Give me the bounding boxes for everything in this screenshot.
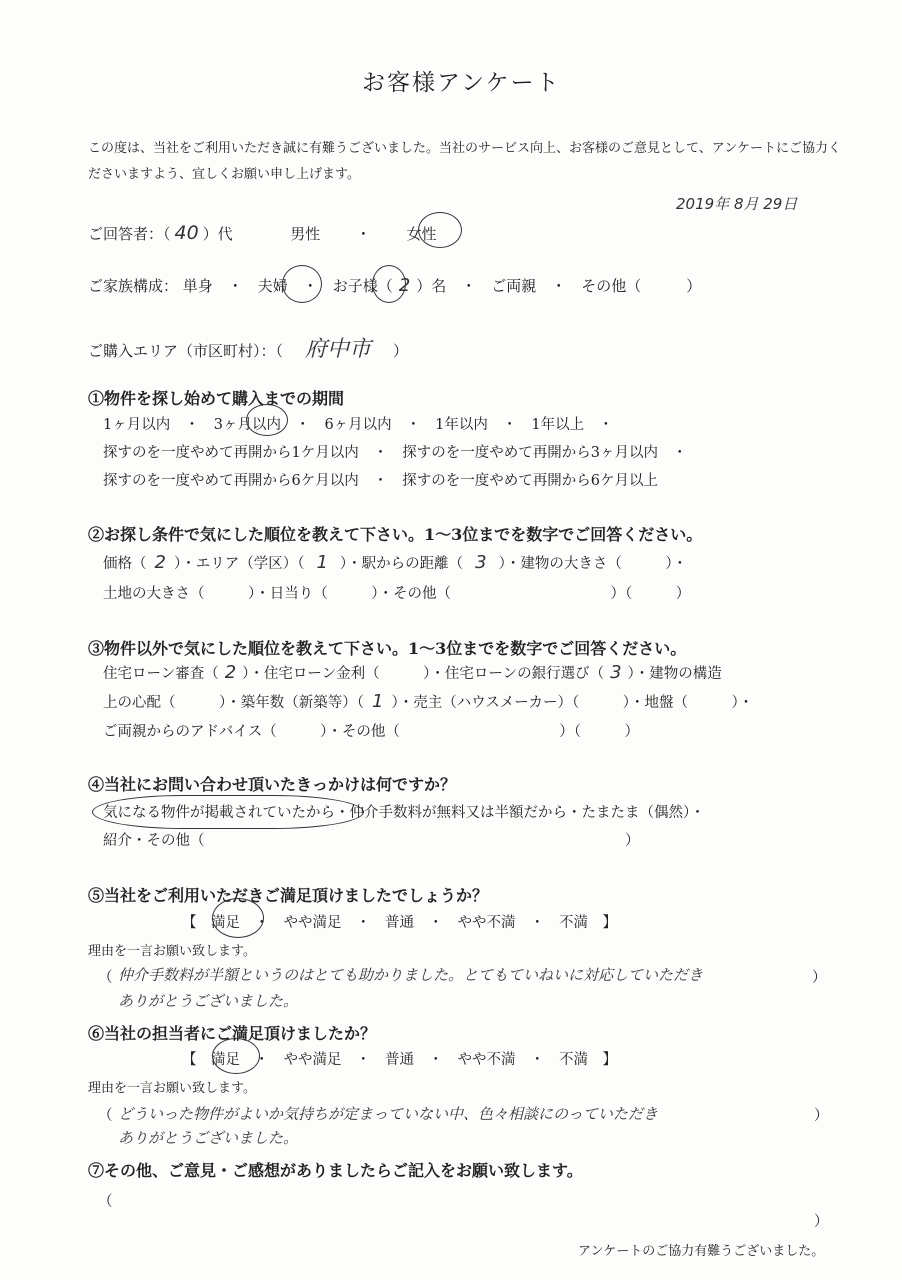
q3-age-label: 上の心配（ ）・築年数（新築等）（	[103, 695, 364, 711]
q3-heading: ③物件以外で気にした順位を教えて下さい。1～3位までを数字でご回答ください。	[88, 639, 687, 658]
q2-station-label: ）・駅からの距離（	[339, 556, 464, 572]
q3-line2	[103, 691, 753, 712]
page-title: お客様アンケート	[362, 70, 561, 96]
q1-options-line3: 探すのを一度やめて再開から6ケ月以内 ・ 探すのを一度やめて再開から6ケ月以上	[103, 473, 658, 489]
answer-circle-q6-satisfied	[212, 1038, 260, 1074]
family-options-rest: ）名 ・ ご両親 ・ その他（ ）	[416, 277, 702, 295]
q7-heading: ⑦その他、ご意見・ご感想がありましたらご記入をお願い致します。	[88, 1161, 583, 1180]
area-value: 府中市	[305, 337, 372, 362]
q2-line2: 土地の大きさ（ ）・日当り（ ）・その他（ ）（ ）	[103, 586, 691, 602]
q2-price-label: 価格（	[103, 556, 147, 572]
q5-answer-line2: ありがとうございました。	[118, 992, 299, 1010]
q6-answer-line1: どういった物件がよいか気持ちが定まっていない中、色々相談にのっていただき	[118, 1105, 658, 1123]
q3-line1	[103, 662, 722, 683]
family-label: ご家族構成：	[88, 277, 179, 295]
respondent-row	[88, 222, 436, 244]
q5-answer-line1: 仲介手数料が半額というのはとても助かりました。とてもていねいに対応していただき	[118, 966, 704, 984]
q5-reason-label: 理由を一言お願い致します。	[88, 944, 256, 959]
answer-circle-listing	[92, 795, 364, 829]
q2-heading: ②お探し条件で気にした順位を教えて下さい。1～3位までを数字でご回答ください。	[88, 525, 703, 544]
q6-open-paren: （	[98, 1108, 113, 1124]
q2-price-rank: 2	[154, 552, 166, 573]
gender-separator: ・	[355, 225, 371, 243]
q1-heading: ①物件を探し始めて購入までの期間	[88, 389, 345, 408]
footer-thanks: アンケートのご協力有難うございました。	[578, 1244, 825, 1259]
q7-open-paren: （	[98, 1194, 113, 1210]
q5-open-paren: （	[98, 970, 113, 986]
respondent-age: 40	[174, 222, 199, 244]
q3-loan-review-rank: 2	[224, 662, 237, 683]
q1-options-line2: 探すのを一度やめて再開から1ケ月以内 ・ 探すのを一度やめて再開から3ヶ月以内 ・	[103, 445, 687, 461]
intro-text: この度は、当社をご利用いただき誠に有難うございました。当社のサービス向上、お客様のご意見として、アンケートにご協力くださいますよう、宜しくお願い申し上げます。	[88, 141, 841, 182]
q2-station-rank: 3	[475, 552, 487, 573]
area-close: ）	[393, 342, 409, 360]
respondent-label: ご回答者：（	[88, 225, 171, 243]
q7-close-paren: ）	[814, 1214, 829, 1230]
q6-reason-label: 理由を一言お願い致します。	[88, 1081, 256, 1096]
q3-loan-review-label: 住宅ローン審査（	[103, 666, 219, 682]
q5-close-paren: ）	[812, 970, 827, 986]
q3-bank-rank: 3	[610, 662, 622, 683]
q5-heading: ⑤当社をご利用いただきご満足頂けましたでしょうか？	[88, 886, 489, 905]
answer-circle-3months	[246, 404, 288, 436]
answer-circle-q5-satisfied	[212, 898, 264, 938]
q3-bank-label: ）・住宅ローン金利（ ）・住宅ローンの銀行選び（	[242, 666, 605, 682]
q6-answer-line2: ありがとうございました。	[118, 1129, 299, 1147]
q5-satisfaction-scale: 【 満足 ・ やや満足 ・ 普通 ・ やや不満 ・ 不満 】	[182, 915, 617, 931]
q3-line3: ご両親からのアドバイス（ ）・その他（ ）（ ）	[103, 724, 640, 740]
q1-options-line1: 1ヶ月以内 ・ 3ヶ月以内 ・ 6ヶ月以内 ・ 1年以内 ・ 1年以上 ・	[103, 417, 614, 433]
family-options: 単身 ・ 夫婦 ・ お子様（	[182, 277, 393, 295]
q2-building-size-label: ）・建物の大きさ（ ）・	[498, 556, 688, 572]
q4-heading: ④当社にお問い合わせ頂いたきっかけは何ですか？	[88, 775, 457, 794]
q3-age-rank: 1	[372, 691, 384, 712]
q3-structure-label: ）・建物の構造	[627, 666, 722, 682]
q2-area-rank: 1	[316, 552, 328, 573]
q6-heading: ⑥当社の担当者にご満足頂けましたか？	[88, 1024, 377, 1043]
answer-circle-couple	[282, 265, 322, 303]
q2-line1	[103, 552, 687, 573]
q6-satisfaction-scale: 【 満足 ・ やや満足 ・ 普通 ・ やや不満 ・ 不満 】	[182, 1052, 617, 1068]
q3-seller-label: ）・売主（ハウスメーカー）（ ）・地盤（ ）・	[391, 695, 754, 711]
gender-male: 男性	[290, 225, 321, 243]
area-row	[88, 332, 408, 363]
answer-circle-children	[372, 265, 406, 303]
q6-close-paren: ）	[814, 1108, 829, 1124]
gender-female: 女性	[406, 225, 437, 243]
survey-date: 2019年 8月 29日	[676, 195, 798, 213]
family-children-count: 2	[398, 275, 411, 296]
area-label: ご購入エリア（市区町村）：（	[88, 342, 284, 360]
q4-options-line1: 気になる物件が掲載されていたから・仲介手数料が無料又は半額だから・たまたま（偶然）・	[103, 805, 705, 821]
answer-circle-female	[418, 212, 462, 248]
q2-area-label: ）・エリア（学区）（	[173, 556, 305, 572]
q4-options-line2: 紹介・その他（ ）	[103, 833, 640, 849]
respondent-age-suffix: ）代	[202, 225, 233, 243]
